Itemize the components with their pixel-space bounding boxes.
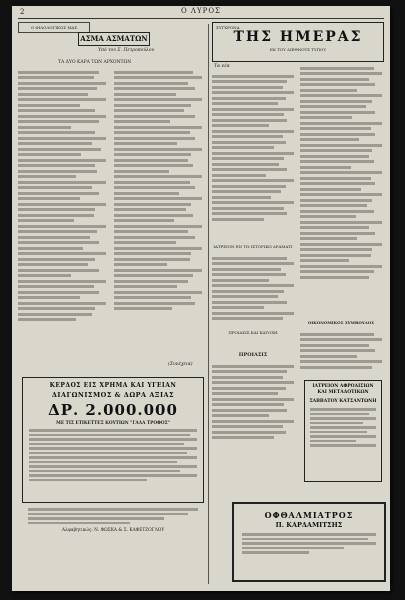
ad-line2: ΔΙΑΓΩΝΙΣΜΟΣ & ΔΩΡΑ ΑΞΙΑΣ xyxy=(51,391,175,399)
newspaper-title: Ο ΛΥΡΟΣ xyxy=(180,7,222,15)
ophthalmologist-ad xyxy=(232,502,386,582)
oikonomikos-text xyxy=(300,330,382,371)
section-label: Ο ΦΙΛΟΛΟΓΙΚΟΣ ΜΑΣ xyxy=(30,25,78,30)
proiasis-text xyxy=(212,362,294,442)
doctor-ad-text xyxy=(310,408,376,447)
banner-subtitle: ΕΚ ΤΟΥ ΔΙΕΘΝΟΥΣ ΤΥΠΟΥ xyxy=(270,47,326,52)
poem-signature: (Συνέχεια) xyxy=(168,362,193,367)
news-text-left xyxy=(212,72,294,223)
doctor-ad-title: ΙΑΤΡΕΙΟΝ ΑΦΡΟΔΙΣΙΩΝ ΚΑΙ ΜΕΤΑΔΟΤΙΚΩΝ xyxy=(312,384,374,395)
doctor-ad xyxy=(304,380,382,482)
newspaper-page xyxy=(12,6,390,591)
poem-attribution: Υπό του Σ. Πετροπούλου xyxy=(98,48,155,53)
ophthalmologist-name: Π. ΚΑΡΔΑΜΙΤΣΗΣ xyxy=(275,521,343,529)
section-oikonomikos: ΟΙΚΟΝΟΜΙΚΟΣ ΣΥΜΒΟΥΛΟΣ xyxy=(307,320,375,325)
banner-left: ΣΥΓΧΡΟΝΑ xyxy=(216,25,240,30)
poem-title-box xyxy=(78,32,150,46)
poem-text-left xyxy=(18,68,106,324)
section-proiasis: ΠΡΟΙΑΣΙΣ xyxy=(238,352,268,358)
ad-footer: Αλφαβητικώς: Ν. ΦΩΣΚΑ & Σ. ΚΑΦΕΤΖΟΓΛΟΥ xyxy=(61,528,165,533)
column-divider xyxy=(208,24,209,584)
header-rule xyxy=(18,18,384,19)
ad-line1: ΚΕΡΔΟΣ ΕΙΣ ΧΡΗΜΑ ΚΑΙ ΥΓΕΙΑΝ xyxy=(49,382,177,389)
ad-body-text xyxy=(29,429,197,481)
ad-line3: ΜΕ ΤΙΣ ΕΤΙΚΕΤΤΕΣ ΚΟΥΤΙΩΝ "ΓΑΛΑ ΤΡΟΦΟΣ" xyxy=(56,421,170,426)
ad-amount: ΔΡ. 2.000.000 xyxy=(48,401,178,419)
banner-box xyxy=(212,22,384,62)
news-text-right xyxy=(300,64,382,281)
section-proiasis-katoxi: ΠΡΟΙΑΣΙΣ ΚΑΙ ΚΑΤΟΧΗ xyxy=(228,330,278,335)
poem-subtitle: ΤΑ ΔΥΟ ΚΑΡΑ ΤΩΝ ΑΡΧΟΝΤΩΝ xyxy=(58,60,132,65)
banner-title: ΤΗΣ ΗΜΕΡΑΣ xyxy=(233,29,363,45)
page-number: 2 xyxy=(20,8,25,16)
iatreion-text xyxy=(212,254,294,323)
ophthalmologist-title: ΟΦΘΑΛΜΙΑΤΡΟΣ xyxy=(264,510,354,520)
ophthalmologist-text xyxy=(242,533,376,554)
poem-text-right xyxy=(114,68,202,313)
section-iatreion: ΙΑΤΡΕΙΟΝ ΕΝ ΤΩ ΙΣΤΟΡΙΚΩ ΔΡΑΜΑΤΙ xyxy=(213,244,293,249)
poem-title: ΑΣΜΑ ΑΣΜΑΤΩΝ xyxy=(80,34,148,43)
news-section: Τα νέα xyxy=(214,64,230,69)
doctor-name: ΣΑΒΒΑΤΟΥ ΚΑΤΣΑΝΤΩΝΗ xyxy=(309,399,377,404)
milk-ad xyxy=(22,377,204,503)
ad-notice-text xyxy=(28,506,198,526)
page-header xyxy=(12,6,390,18)
